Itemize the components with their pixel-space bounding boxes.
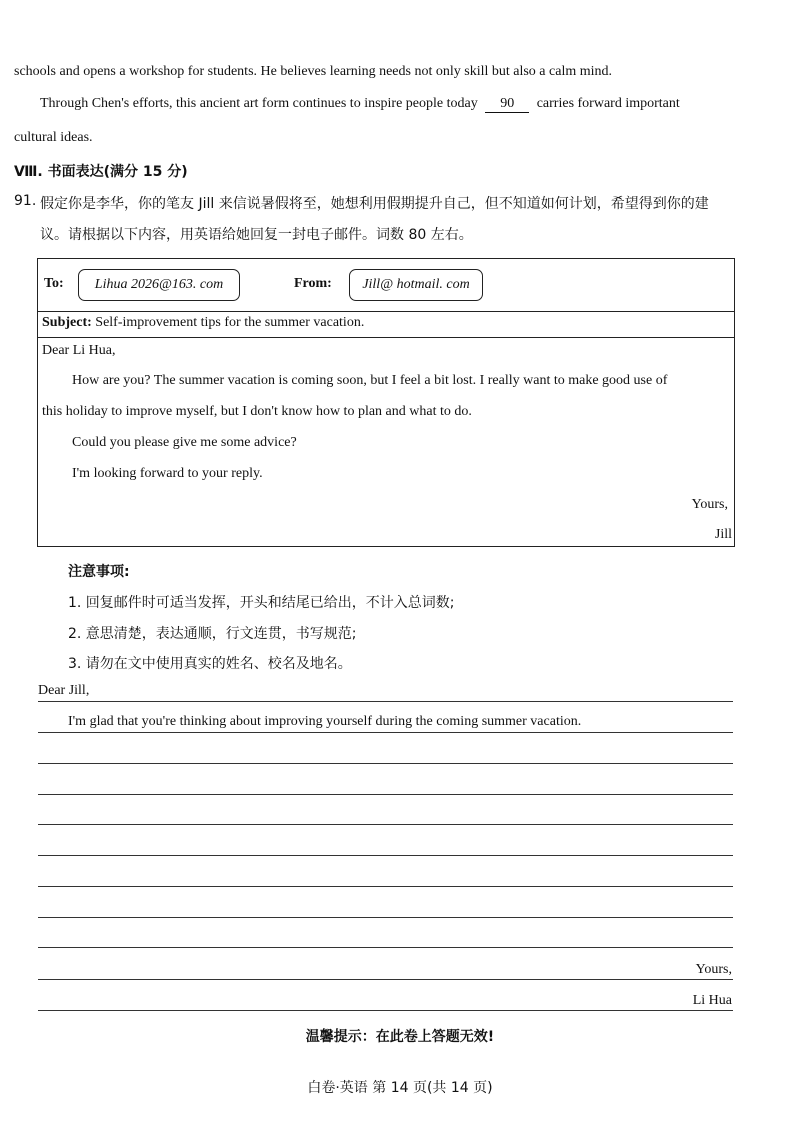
prompt-line-1: 假定你是李华，你的笔友 Jill 来信说暑假将至，她想利用假期提升自己，但不知道如何计划，希望得到你的建: [40, 196, 709, 212]
section-heading: Ⅷ. 书面表达(满分 15 分): [14, 164, 188, 180]
answer-line[interactable]: [38, 763, 733, 764]
from-label: From:: [294, 276, 332, 291]
prompt-line-2: 议。请根据以下内容，用英语给她回复一封电子邮件。词数 80 左右。: [40, 227, 473, 243]
answer-signature: Li Hua: [692, 993, 732, 1008]
blank-90: 90: [485, 96, 529, 113]
answer-greeting: Dear Jill,: [38, 683, 90, 698]
notes-title: 注意事项:: [68, 564, 130, 580]
answer-line[interactable]: [38, 886, 733, 887]
email-body-1a: How are you? The summer vacation is coming soon, but I feel a bit lost. I really want to make good use of: [72, 373, 668, 388]
note-item-1: 1. 回复邮件时可适当发挥，开头和结尾已给出，不计入总词数;: [68, 595, 455, 611]
answer-line: [38, 979, 733, 980]
passage-line-2: [40, 96, 680, 113]
question-number: 91.: [14, 193, 37, 209]
note-item-3: 3. 请勿在文中使用真实的姓名、校名及地名。: [68, 656, 352, 672]
subject-label: Subject:: [42, 315, 92, 330]
answer-line[interactable]: [38, 917, 733, 918]
answer-opening: I'm glad that you're thinking about improving yourself during the coming summer vacation.: [68, 714, 582, 729]
email-box: [37, 258, 735, 547]
to-address: Lihua 2026@163. com: [78, 269, 240, 301]
passage-line-1: schools and opens a workshop for students. He believes learning needs not only skill but also a calm mind.: [14, 64, 613, 79]
email-header-row: [38, 259, 734, 312]
answer-line[interactable]: [38, 824, 733, 825]
note-item-2: 2. 意思清楚，表达通顺，行文连贯，书写规范;: [68, 626, 357, 642]
email-closing: Yours,: [691, 497, 728, 512]
passage-line-3: cultural ideas.: [14, 130, 93, 145]
email-body-1b: this holiday to improve myself, but I don't know how to plan and what to do.: [42, 404, 472, 419]
email-signature: Jill: [714, 527, 732, 542]
answer-line[interactable]: [38, 947, 733, 948]
subject-value: Self-improvement tips for the summer vacation.: [95, 315, 365, 330]
passage-line-2-end: carries forward important: [536, 96, 680, 111]
email-greeting: Dear Li Hua,: [42, 343, 116, 358]
answer-line[interactable]: [38, 855, 733, 856]
passage-line-2-start: Through Chen's efforts, this ancient art form continues to inspire people today: [40, 96, 478, 111]
email-body-2: Could you please give me some advice?: [72, 435, 297, 450]
page-footer: 白卷·英语 第 14 页(共 14 页): [307, 1080, 493, 1096]
answer-line[interactable]: [38, 732, 733, 733]
answer-closing: Yours,: [695, 962, 732, 977]
answer-line: [38, 1010, 733, 1011]
subject-row: [38, 311, 734, 338]
email-body-3: I'm looking forward to your reply.: [72, 466, 263, 481]
answer-line: [38, 701, 733, 702]
from-address: Jill@ hotmail. com: [349, 269, 483, 301]
answer-line[interactable]: [38, 794, 733, 795]
warning-note: 温馨提示：在此卷上答题无效!: [305, 1029, 495, 1045]
subject-line: [42, 315, 364, 331]
to-label: To:: [44, 276, 64, 291]
